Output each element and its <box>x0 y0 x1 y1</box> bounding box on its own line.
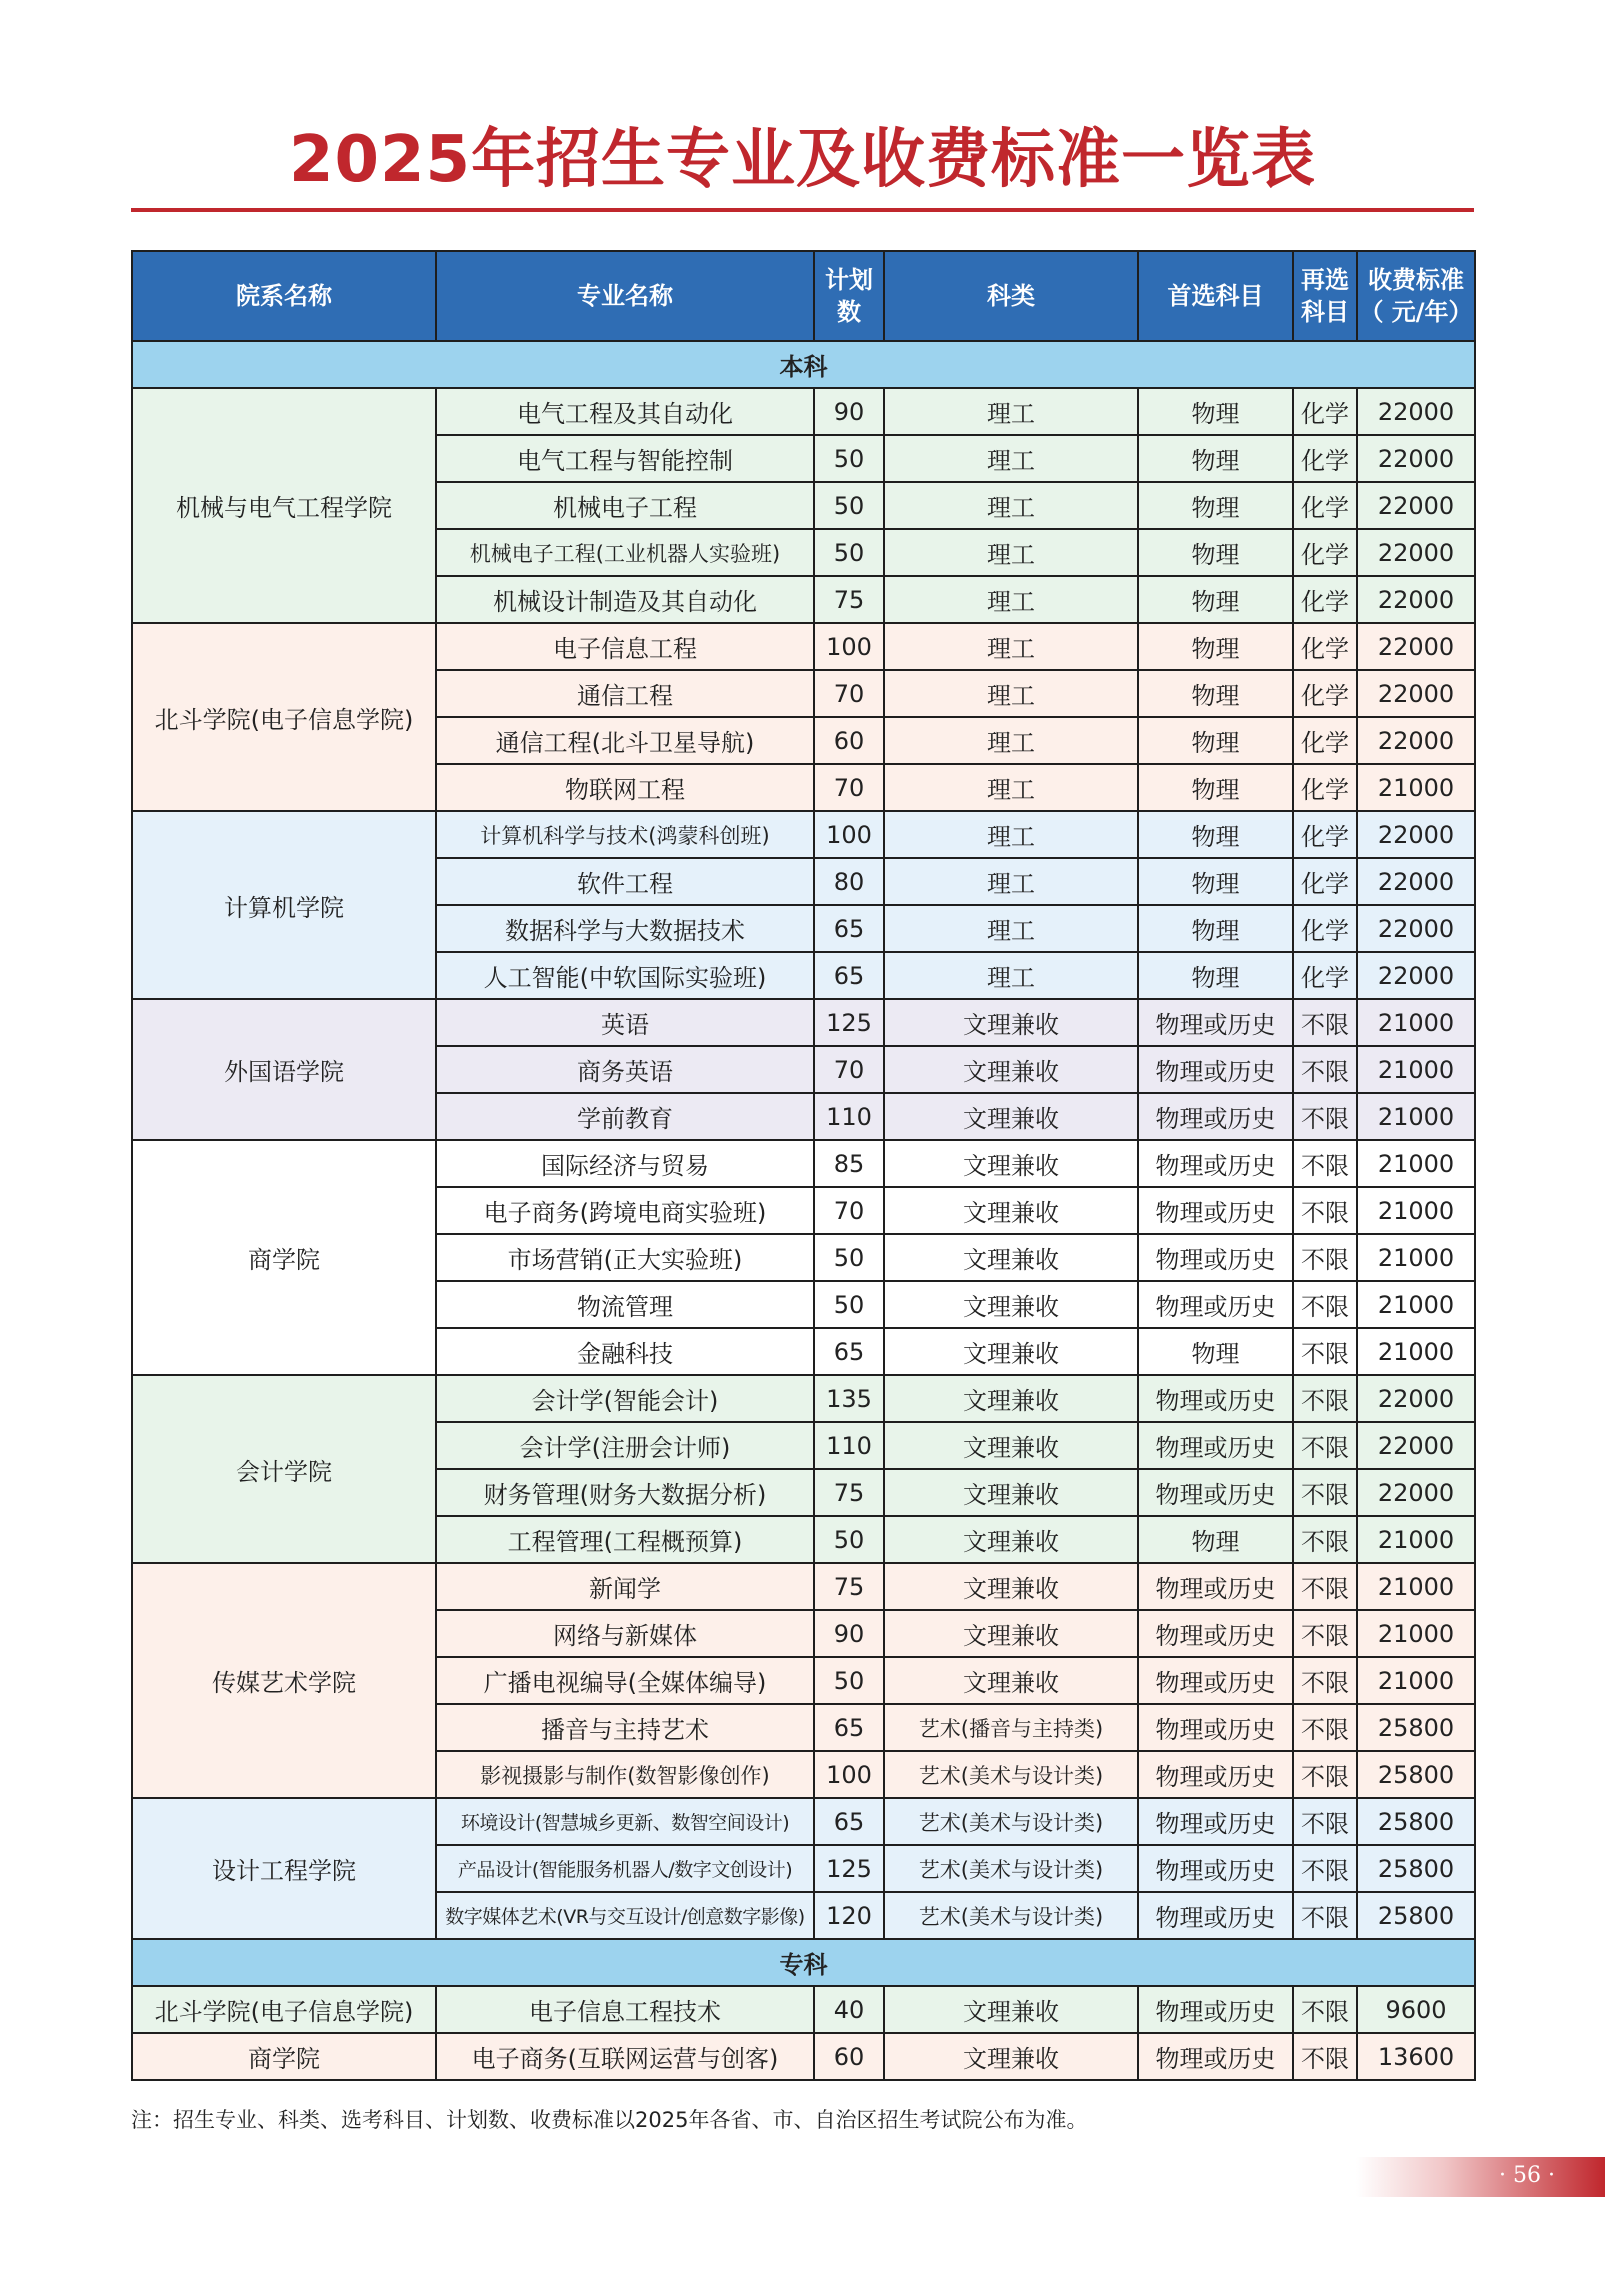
fee-cell: 21000 <box>1357 1046 1475 1093</box>
category-cell: 文理兼收 <box>884 1093 1138 1140</box>
first-subject-cell: 物理或历史 <box>1138 1281 1293 1328</box>
table-row <box>132 811 1475 858</box>
fee-cell: 21000 <box>1357 1516 1475 1563</box>
reselect-subject-cell: 不限 <box>1293 1281 1357 1328</box>
first-subject-cell: 物理或历史 <box>1138 1563 1293 1610</box>
first-subject-cell: 物理或历史 <box>1138 1422 1293 1469</box>
reselect-subject-cell: 不限 <box>1293 1657 1357 1704</box>
category-cell: 理工 <box>884 858 1138 905</box>
reselect-subject-cell: 不限 <box>1293 1234 1357 1281</box>
reselect-subject-cell: 化学 <box>1293 388 1357 435</box>
reselect-subject-cell: 不限 <box>1293 1563 1357 1610</box>
header-category: 科类 <box>884 251 1138 341</box>
fee-cell: 13600 <box>1357 2033 1475 2080</box>
category-cell: 文理兼收 <box>884 1187 1138 1234</box>
category-cell: 文理兼收 <box>884 1046 1138 1093</box>
first-subject-cell: 物理 <box>1138 764 1293 811</box>
reselect-subject-cell: 化学 <box>1293 529 1357 576</box>
first-subject-cell: 物理或历史 <box>1138 1986 1293 2033</box>
category-cell: 文理兼收 <box>884 1516 1138 1563</box>
first-subject-cell: 物理 <box>1138 905 1293 952</box>
fee-cell: 22000 <box>1357 905 1475 952</box>
major-cell: 会计学(注册会计师) <box>436 1422 814 1469</box>
first-subject-cell: 物理或历史 <box>1138 1469 1293 1516</box>
section-undergraduate <box>132 341 1475 388</box>
table-row <box>132 1798 1475 1845</box>
major-cell: 金融科技 <box>436 1328 814 1375</box>
college-cell: 北斗学院(电子信息学院) <box>132 623 436 811</box>
first-subject-cell: 物理或历史 <box>1138 2033 1293 2080</box>
major-cell: 机械电子工程(工业机器人实验班) <box>436 529 814 576</box>
first-subject-cell: 物理或历史 <box>1138 1046 1293 1093</box>
plan-cell: 65 <box>814 1328 884 1375</box>
first-subject-cell: 物理或历史 <box>1138 1093 1293 1140</box>
major-cell: 影视摄影与制作(数智影像创作) <box>436 1751 814 1798</box>
category-cell: 文理兼收 <box>884 999 1138 1046</box>
major-cell: 数字媒体艺术(VR与交互设计/创意数字影像) <box>436 1892 814 1939</box>
college-cell: 商学院 <box>132 2033 436 2080</box>
category-cell: 艺术(美术与设计类) <box>884 1892 1138 1939</box>
reselect-subject-cell: 化学 <box>1293 764 1357 811</box>
first-subject-cell: 物理 <box>1138 952 1293 999</box>
category-cell: 理工 <box>884 952 1138 999</box>
category-cell: 文理兼收 <box>884 1328 1138 1375</box>
plan-cell: 60 <box>814 717 884 764</box>
plan-cell: 65 <box>814 1798 884 1845</box>
plan-cell: 75 <box>814 576 884 623</box>
major-cell: 机械设计制造及其自动化 <box>436 576 814 623</box>
major-cell: 网络与新媒体 <box>436 1610 814 1657</box>
plan-cell: 135 <box>814 1375 884 1422</box>
fee-cell: 9600 <box>1357 1986 1475 2033</box>
admissions-fee-table <box>131 250 1476 2081</box>
plan-cell: 90 <box>814 388 884 435</box>
plan-cell: 50 <box>814 1234 884 1281</box>
category-cell: 理工 <box>884 717 1138 764</box>
plan-cell: 75 <box>814 1469 884 1516</box>
first-subject-cell: 物理 <box>1138 623 1293 670</box>
major-cell: 电子信息工程技术 <box>436 1986 814 2033</box>
plan-cell: 75 <box>814 1563 884 1610</box>
reselect-subject-cell: 不限 <box>1293 1704 1357 1751</box>
first-subject-cell: 物理 <box>1138 482 1293 529</box>
fee-cell: 22000 <box>1357 1422 1475 1469</box>
category-cell: 理工 <box>884 576 1138 623</box>
fee-cell: 21000 <box>1357 999 1475 1046</box>
major-cell: 电子商务(互联网运营与创客) <box>436 2033 814 2080</box>
reselect-subject-cell: 不限 <box>1293 1140 1357 1187</box>
plan-cell: 40 <box>814 1986 884 2033</box>
first-subject-cell: 物理或历史 <box>1138 1610 1293 1657</box>
category-cell: 理工 <box>884 482 1138 529</box>
section-junior-college <box>132 1939 1475 1986</box>
reselect-subject-cell: 化学 <box>1293 482 1357 529</box>
category-cell: 文理兼收 <box>884 1375 1138 1422</box>
header-plan: 计划 数 <box>814 251 884 341</box>
major-cell: 财务管理(财务大数据分析) <box>436 1469 814 1516</box>
reselect-subject-cell: 不限 <box>1293 1516 1357 1563</box>
plan-cell: 110 <box>814 1422 884 1469</box>
header-reselect-subject: 再选 科目 <box>1293 251 1357 341</box>
reselect-subject-cell: 不限 <box>1293 1986 1357 2033</box>
fee-cell: 25800 <box>1357 1798 1475 1845</box>
fee-cell: 22000 <box>1357 1469 1475 1516</box>
reselect-subject-cell: 不限 <box>1293 2033 1357 2080</box>
table-row <box>132 623 1475 670</box>
first-subject-cell: 物理或历史 <box>1138 1798 1293 1845</box>
first-subject-cell: 物理 <box>1138 1328 1293 1375</box>
fee-cell: 22000 <box>1357 388 1475 435</box>
footnote: 注：招生专业、科类、选考科目、计划数、收费标准以2025年各省、市、自治区招生考试院公布为准。 <box>131 2108 1088 2132</box>
reselect-subject-cell: 不限 <box>1293 1751 1357 1798</box>
first-subject-cell: 物理或历史 <box>1138 1704 1293 1751</box>
major-cell: 新闻学 <box>436 1563 814 1610</box>
reselect-subject-cell: 不限 <box>1293 1046 1357 1093</box>
major-cell: 通信工程(北斗卫星导航) <box>436 717 814 764</box>
fee-cell: 25800 <box>1357 1892 1475 1939</box>
fee-cell: 21000 <box>1357 1234 1475 1281</box>
header-first-subject: 首选科目 <box>1138 251 1293 341</box>
table-row <box>132 1986 1475 2033</box>
category-cell: 文理兼收 <box>884 1469 1138 1516</box>
college-cell: 外国语学院 <box>132 999 436 1140</box>
table-header-row <box>132 251 1475 341</box>
section-junior-college-label: 专科 <box>132 1939 1475 1986</box>
plan-cell: 70 <box>814 670 884 717</box>
fee-cell: 22000 <box>1357 576 1475 623</box>
plan-cell: 125 <box>814 999 884 1046</box>
header-college: 院系名称 <box>132 251 436 341</box>
fee-cell: 21000 <box>1357 1281 1475 1328</box>
category-cell: 理工 <box>884 435 1138 482</box>
plan-cell: 120 <box>814 1892 884 1939</box>
fee-cell: 22000 <box>1357 952 1475 999</box>
reselect-subject-cell: 化学 <box>1293 905 1357 952</box>
reselect-subject-cell: 不限 <box>1293 1375 1357 1422</box>
reselect-subject-cell: 化学 <box>1293 811 1357 858</box>
major-cell: 通信工程 <box>436 670 814 717</box>
first-subject-cell: 物理或历史 <box>1138 1751 1293 1798</box>
college-cell: 机械与电气工程学院 <box>132 388 436 623</box>
title-divider <box>131 208 1474 212</box>
reselect-subject-cell: 化学 <box>1293 670 1357 717</box>
fee-cell: 22000 <box>1357 811 1475 858</box>
plan-cell: 100 <box>814 623 884 670</box>
major-cell: 人工智能(中软国际实验班) <box>436 952 814 999</box>
category-cell: 文理兼收 <box>884 1610 1138 1657</box>
fee-cell: 21000 <box>1357 1610 1475 1657</box>
category-cell: 理工 <box>884 905 1138 952</box>
table-row <box>132 388 1475 435</box>
category-cell: 文理兼收 <box>884 1281 1138 1328</box>
category-cell: 艺术(播音与主持类) <box>884 1704 1138 1751</box>
plan-cell: 100 <box>814 1751 884 1798</box>
reselect-subject-cell: 不限 <box>1293 1798 1357 1845</box>
plan-cell: 100 <box>814 811 884 858</box>
reselect-subject-cell: 化学 <box>1293 435 1357 482</box>
first-subject-cell: 物理或历史 <box>1138 999 1293 1046</box>
category-cell: 理工 <box>884 529 1138 576</box>
major-cell: 数据科学与大数据技术 <box>436 905 814 952</box>
category-cell: 艺术(美术与设计类) <box>884 1751 1138 1798</box>
first-subject-cell: 物理 <box>1138 576 1293 623</box>
first-subject-cell: 物理 <box>1138 1516 1293 1563</box>
reselect-subject-cell: 不限 <box>1293 1187 1357 1234</box>
fee-cell: 22000 <box>1357 482 1475 529</box>
fee-cell: 22000 <box>1357 435 1475 482</box>
reselect-subject-cell: 不限 <box>1293 1610 1357 1657</box>
category-cell: 艺术(美术与设计类) <box>884 1845 1138 1892</box>
major-cell: 产品设计(智能服务机器人/数字文创设计) <box>436 1845 814 1892</box>
fee-cell: 21000 <box>1357 1563 1475 1610</box>
major-cell: 播音与主持艺术 <box>436 1704 814 1751</box>
college-cell: 会计学院 <box>132 1375 436 1563</box>
major-cell: 软件工程 <box>436 858 814 905</box>
reselect-subject-cell: 不限 <box>1293 1845 1357 1892</box>
major-cell: 市场营销(正大实验班) <box>436 1234 814 1281</box>
category-cell: 文理兼收 <box>884 1563 1138 1610</box>
college-cell: 商学院 <box>132 1140 436 1375</box>
plan-cell: 110 <box>814 1093 884 1140</box>
fee-cell: 21000 <box>1357 1093 1475 1140</box>
major-cell: 机械电子工程 <box>436 482 814 529</box>
major-cell: 电气工程与智能控制 <box>436 435 814 482</box>
category-cell: 理工 <box>884 623 1138 670</box>
category-cell: 艺术(美术与设计类) <box>884 1798 1138 1845</box>
plan-cell: 65 <box>814 1704 884 1751</box>
fee-cell: 25800 <box>1357 1704 1475 1751</box>
reselect-subject-cell: 不限 <box>1293 999 1357 1046</box>
college-cell: 设计工程学院 <box>132 1798 436 1939</box>
plan-cell: 60 <box>814 2033 884 2080</box>
first-subject-cell: 物理 <box>1138 858 1293 905</box>
college-cell: 传媒艺术学院 <box>132 1563 436 1798</box>
plan-cell: 70 <box>814 1046 884 1093</box>
major-cell: 国际经济与贸易 <box>436 1140 814 1187</box>
first-subject-cell: 物理或历史 <box>1138 1845 1293 1892</box>
reselect-subject-cell: 化学 <box>1293 717 1357 764</box>
major-cell: 电子信息工程 <box>436 623 814 670</box>
page-number: · 56 · <box>1499 2163 1555 2188</box>
category-cell: 理工 <box>884 388 1138 435</box>
plan-cell: 125 <box>814 1845 884 1892</box>
fee-cell: 22000 <box>1357 670 1475 717</box>
plan-cell: 70 <box>814 1187 884 1234</box>
category-cell: 理工 <box>884 811 1138 858</box>
fee-cell: 22000 <box>1357 717 1475 764</box>
major-cell: 物流管理 <box>436 1281 814 1328</box>
plan-cell: 50 <box>814 435 884 482</box>
category-cell: 文理兼收 <box>884 1986 1138 2033</box>
plan-cell: 50 <box>814 1281 884 1328</box>
reselect-subject-cell: 不限 <box>1293 1328 1357 1375</box>
first-subject-cell: 物理 <box>1138 670 1293 717</box>
table-row <box>132 2033 1475 2080</box>
table-row <box>132 1140 1475 1187</box>
category-cell: 文理兼收 <box>884 1422 1138 1469</box>
category-cell: 文理兼收 <box>884 2033 1138 2080</box>
first-subject-cell: 物理 <box>1138 811 1293 858</box>
fee-cell: 22000 <box>1357 623 1475 670</box>
table-row <box>132 999 1475 1046</box>
plan-cell: 70 <box>814 764 884 811</box>
category-cell: 理工 <box>884 670 1138 717</box>
fee-cell: 25800 <box>1357 1845 1475 1892</box>
fee-cell: 22000 <box>1357 1375 1475 1422</box>
major-cell: 会计学(智能会计) <box>436 1375 814 1422</box>
fee-cell: 21000 <box>1357 1328 1475 1375</box>
reselect-subject-cell: 不限 <box>1293 1422 1357 1469</box>
fee-cell: 21000 <box>1357 1140 1475 1187</box>
first-subject-cell: 物理或历史 <box>1138 1375 1293 1422</box>
fee-cell: 22000 <box>1357 529 1475 576</box>
reselect-subject-cell: 化学 <box>1293 576 1357 623</box>
fee-cell: 21000 <box>1357 764 1475 811</box>
table-row <box>132 1563 1475 1610</box>
first-subject-cell: 物理或历史 <box>1138 1892 1293 1939</box>
first-subject-cell: 物理或历史 <box>1138 1234 1293 1281</box>
reselect-subject-cell: 化学 <box>1293 858 1357 905</box>
reselect-subject-cell: 不限 <box>1293 1892 1357 1939</box>
college-cell: 北斗学院(电子信息学院) <box>132 1986 436 2033</box>
major-cell: 电气工程及其自动化 <box>436 388 814 435</box>
section-undergraduate-label: 本科 <box>132 341 1475 388</box>
major-cell: 工程管理(工程概预算) <box>436 1516 814 1563</box>
fee-cell: 25800 <box>1357 1751 1475 1798</box>
first-subject-cell: 物理或历史 <box>1138 1657 1293 1704</box>
plan-cell: 50 <box>814 1657 884 1704</box>
category-cell: 理工 <box>884 764 1138 811</box>
fee-cell: 21000 <box>1357 1657 1475 1704</box>
reselect-subject-cell: 不限 <box>1293 1469 1357 1516</box>
college-cell: 计算机学院 <box>132 811 436 999</box>
header-fee: 收费标准 （ 元/年） <box>1357 251 1475 341</box>
major-cell: 电子商务(跨境电商实验班) <box>436 1187 814 1234</box>
plan-cell: 50 <box>814 482 884 529</box>
major-cell: 物联网工程 <box>436 764 814 811</box>
plan-cell: 85 <box>814 1140 884 1187</box>
reselect-subject-cell: 化学 <box>1293 623 1357 670</box>
page-number-tab <box>1356 2157 1605 2197</box>
major-cell: 商务英语 <box>436 1046 814 1093</box>
major-cell: 广播电视编导(全媒体编导) <box>436 1657 814 1704</box>
reselect-subject-cell: 不限 <box>1293 1093 1357 1140</box>
header-major: 专业名称 <box>436 251 814 341</box>
fee-cell: 21000 <box>1357 1187 1475 1234</box>
first-subject-cell: 物理或历史 <box>1138 1140 1293 1187</box>
plan-cell: 50 <box>814 1516 884 1563</box>
first-subject-cell: 物理或历史 <box>1138 1187 1293 1234</box>
major-cell: 计算机科学与技术(鸿蒙科创班) <box>436 811 814 858</box>
fee-cell: 22000 <box>1357 858 1475 905</box>
first-subject-cell: 物理 <box>1138 529 1293 576</box>
first-subject-cell: 物理 <box>1138 435 1293 482</box>
page-title: 2025年招生专业及收费标准一览表 <box>288 123 1317 197</box>
category-cell: 文理兼收 <box>884 1234 1138 1281</box>
major-cell: 环境设计(智慧城乡更新、数智空间设计) <box>436 1798 814 1845</box>
first-subject-cell: 物理 <box>1138 717 1293 764</box>
reselect-subject-cell: 化学 <box>1293 952 1357 999</box>
major-cell: 英语 <box>436 999 814 1046</box>
category-cell: 文理兼收 <box>884 1657 1138 1704</box>
plan-cell: 65 <box>814 905 884 952</box>
plan-cell: 65 <box>814 952 884 999</box>
plan-cell: 90 <box>814 1610 884 1657</box>
major-cell: 学前教育 <box>436 1093 814 1140</box>
table-row <box>132 1375 1475 1422</box>
first-subject-cell: 物理 <box>1138 388 1293 435</box>
plan-cell: 50 <box>814 529 884 576</box>
category-cell: 文理兼收 <box>884 1140 1138 1187</box>
plan-cell: 80 <box>814 858 884 905</box>
